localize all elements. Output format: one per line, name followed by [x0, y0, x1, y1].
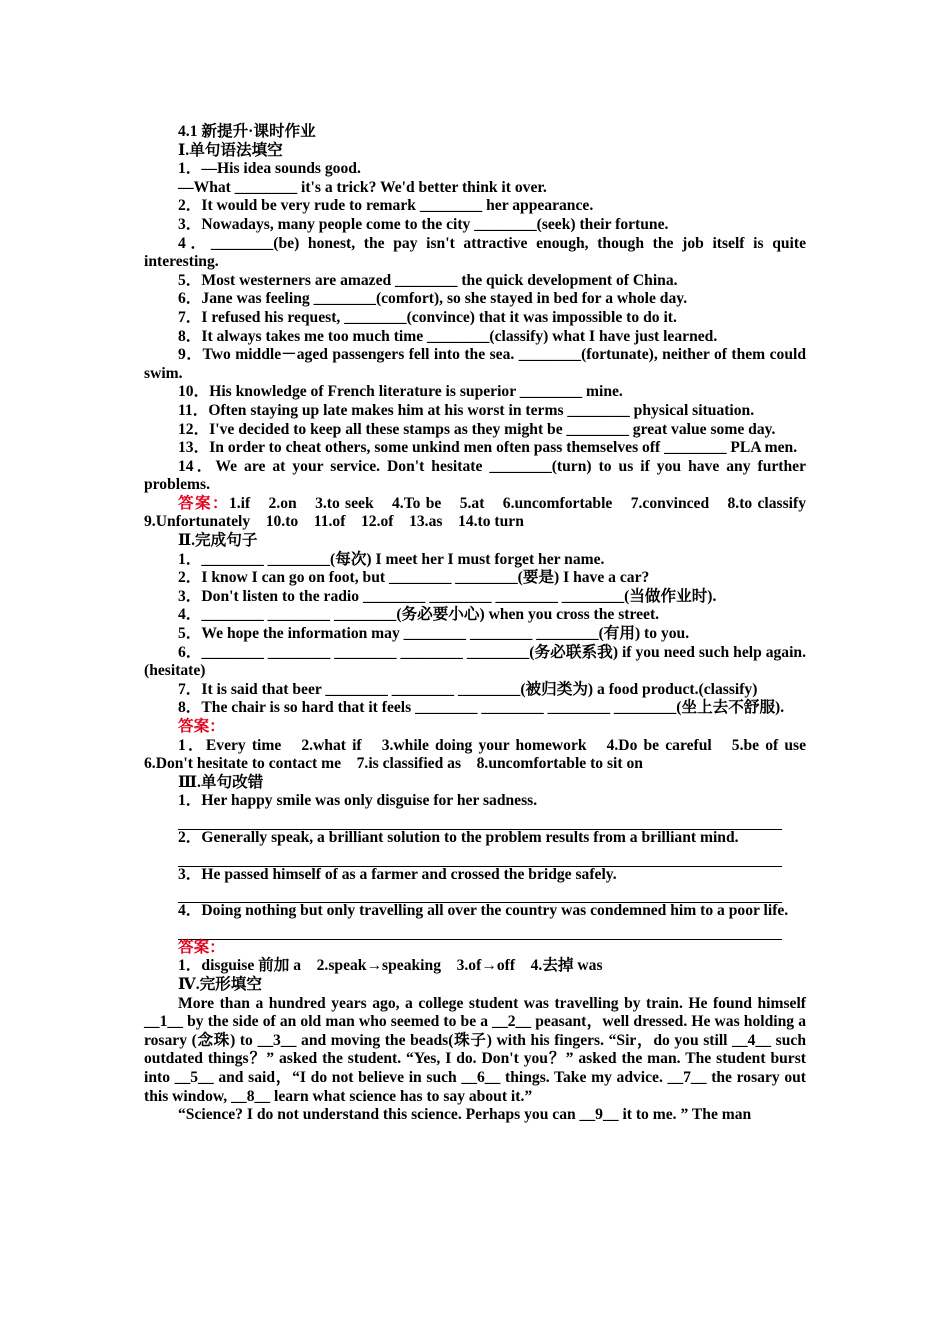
exercise-item: 8．The chair is so hard that it feels ________ ________ ________ ________(坐上去不舒服).: [178, 699, 785, 717]
exercise-item: 12．I've decided to keep all these stamps as they might be ________ great value some day.: [178, 420, 776, 438]
worksheet: [144, 123, 822, 1125]
section-heading: Ⅰ.单句语法填空: [178, 141, 283, 159]
exercise-item: 2．I know I can go on foot, but ________ ________(要是) I have a car?: [178, 569, 650, 587]
exercise-item: 2．Generally speak, a brilliant solution to the problem results from a brilliant mind.: [178, 828, 739, 846]
exercise-item: 14．We are at your service. Don't hesitate ________(turn) to us if you have any further problems.: [144, 457, 806, 494]
exercise-item: 6．Jane was feeling ________(comfort), so she stayed in bed for a whole day.: [178, 290, 688, 308]
exercise-item: 5．Most westerners are amazed ________ the quick development of China.: [178, 271, 678, 289]
cloze-paragraph: More than a hundred years ago, a college student was travelling by train. He found himself __1__ by the side of an old man who seemed to be a __2__ peasant，well dressed. He was holding a rosary (念珠) to __3__ and moving the beads(珠子) with his fingers. “Sir，do you still __4__ such outdated things？” asked the student. “Yes, I do. Don't you？” asked the man. The student burst into __5__ and said，“I do not believe in such __6__ things. Take my advice. __7__ the rosary out this window, __8__ learn what science has to say about it.”: [144, 994, 806, 1105]
exercise-item: 5．We hope the information may ________ ________ ________(有用) to you.: [178, 625, 690, 643]
cloze-paragraph: “Science? I do not understand this science. Perhaps you can __9__ it to me. ” The man: [178, 1106, 752, 1124]
exercise-item: 11．Often staying up late makes him at his worst in terms ________ physical situation.: [178, 401, 755, 419]
exercise-item: 10．His knowledge of French literature is superior ________ mine.: [178, 383, 623, 401]
exercise-item: 7．I refused his request, ________(convince) that it was impossible to do it.: [178, 308, 677, 326]
answer-label: 答案：: [178, 494, 229, 512]
answer-text: 1．disguise 前加 a 2.speak→speaking 3.of→off 4.去掉 was: [178, 957, 603, 975]
answer-block: [144, 494, 822, 532]
exercise-item: 4．________ ________ ________(务必要小心) when you cross the street.: [178, 606, 660, 624]
exercise-item: 7．It is said that beer ________ ________ ________(被归类为) a food product.(classify): [178, 680, 758, 698]
answer-line: [178, 921, 782, 940]
page-title: 4.1 新提升·课时作业: [178, 123, 316, 140]
exercise-item: 1．Her happy smile was only disguise for her sadness.: [178, 792, 538, 810]
exercise-item: 9．Two middle－aged passengers fell into the sea. ________(fortunate), neither of them could swim.: [144, 346, 806, 382]
answer-line: [178, 848, 782, 867]
exercise-item: —What ________ it's a trick? We'd better think it over.: [178, 178, 547, 196]
exercise-item: 8．It always takes me too much time ________(classify) what I have just learned.: [178, 327, 718, 345]
answer-line: [178, 884, 782, 903]
exercise-item: 4．Doing nothing but only travelling all over the country was condemned him to a poor life.: [178, 902, 789, 920]
exercise-item: 2．It would be very rude to remark ________ her appearance.: [178, 197, 594, 215]
answer-line: [178, 811, 782, 830]
exercise-item: 3．Nowadays, many people come to the city ________(seek) their fortune.: [178, 215, 669, 233]
exercise-item: 13．In order to cheat others, some unkind men often pass themselves off ________ PLA men.: [178, 439, 798, 457]
exercise-item: 3．He passed himself of as a farmer and crossed the bridge safely.: [178, 865, 617, 883]
answer-text: 1．Every time 2.what if 3.while doing your homework 4.Do be careful 5.be of use 6.Don't hesitate to contact me 7.is classified as 8.uncomfortable to sit on: [144, 736, 822, 773]
section-heading: Ⅱ.完成句子: [178, 532, 258, 550]
exercise-item: 1．—His idea sounds good.: [178, 160, 361, 178]
section-heading: Ⅳ.完形填空: [178, 975, 262, 993]
exercise-item: 6．________ ________ ________ ________ ________(务必联系我) if you need such help again.(hesitate): [144, 643, 806, 680]
exercise-item: 4．________(be) honest, the pay isn't attractive enough, though the job itself is quite interesting.: [144, 234, 806, 271]
section-heading: Ⅲ.单句改错: [178, 773, 264, 791]
answer-text: 1.if 2.on 3.to seek 4.To be 5.at 6.uncomfortable 7.convinced 8.to classify 9.Unfortunately 10.to 11.of 12.of 13.as 14.to turn: [144, 494, 822, 531]
exercise-item: 1．________ ________(每次) I meet her I must forget her name.: [178, 550, 605, 568]
answer-label: 答案：: [178, 938, 225, 956]
exercise-item: 3．Don't listen to the radio ________ ________ ________ ________(当做作业时).: [178, 587, 717, 605]
answer-label: 答案：: [178, 718, 225, 735]
